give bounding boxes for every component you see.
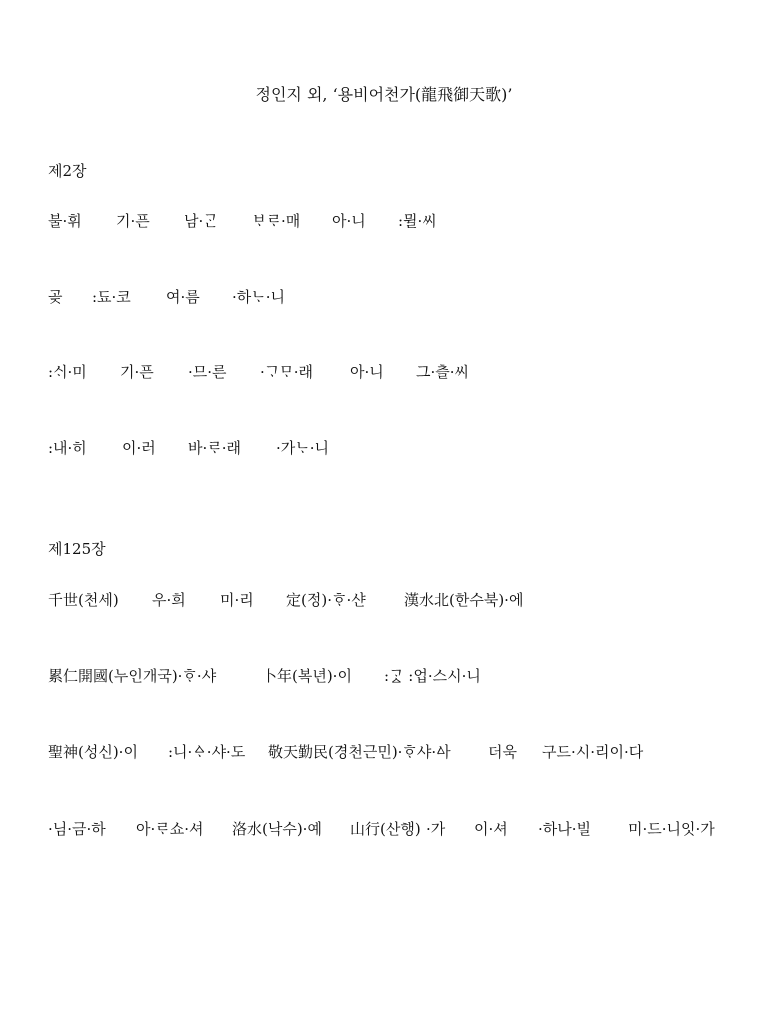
- verse-word: 미·드·니잇·가: [628, 820, 715, 838]
- verse-word: ·가ᄂᆞ·니: [276, 439, 330, 457]
- verse-word: ·님·금·하: [48, 820, 106, 838]
- verse-word: ·하ᄂᆞ·니: [232, 288, 286, 306]
- verse-word: 卜年(복년)·이: [262, 667, 352, 685]
- verse-word: 우·희: [152, 591, 186, 609]
- verse-word: :ᄀᆞᇫ :업·스시·니: [384, 667, 481, 685]
- verse-word: 아·니: [332, 212, 366, 230]
- verse-word: 여·름: [166, 288, 200, 306]
- verse-word: ·ᄀᆞᄆᆞ·래: [260, 363, 314, 381]
- verse-word: 洛水(낙수)·예: [232, 820, 322, 838]
- verse-word: ·므·른: [188, 363, 227, 381]
- verse-word: 기·픈: [120, 363, 154, 381]
- verse-word: 더욱: [488, 743, 517, 761]
- verse-word: 이·러: [122, 439, 156, 457]
- verse-word: :뮐·씨: [398, 212, 437, 230]
- verse-word: 미·리: [220, 591, 254, 609]
- verse-word: 定(정)·ᄒᆞ·샨: [286, 591, 366, 609]
- verse-word: :내·히: [48, 439, 87, 457]
- verse-word: 곶: [48, 288, 63, 306]
- verse-word: 그·츨·씨: [416, 363, 470, 381]
- verse-word: 千世(천세): [48, 591, 119, 609]
- verse-word: ·가: [426, 820, 446, 838]
- verse-word: 累仁開國(누인개국)·ᄒᆞ·샤: [48, 667, 217, 685]
- chapter-heading: 제125장: [48, 540, 106, 558]
- verse-word: 이·셔: [474, 820, 508, 838]
- verse-word: 바·ᄅᆞ·래: [188, 439, 242, 457]
- verse-word: :니·ᅀᆞ·샤·도: [168, 743, 246, 761]
- verse-word: 기·픈: [116, 212, 150, 230]
- verse-word: ·하나·빌: [538, 820, 592, 838]
- verse-word: 남·ᄀᆞᆫ: [184, 212, 218, 230]
- verse-word: 아·ᄅᆞ쇼·셔: [136, 820, 204, 838]
- chapter-heading: 제2장: [48, 162, 87, 180]
- page-title: 정인지 외, ‘용비어천가(龍飛御天歌)’: [255, 85, 513, 104]
- verse-word: 聖神(성신)·이: [48, 743, 138, 761]
- verse-word: 敬天勤民(경천근민)·ᄒᆞ샤·ᅀᅡ: [268, 743, 451, 761]
- verse-word: 山行(산행): [350, 820, 421, 838]
- verse-word: ᄇᆞᄅᆞ·매: [252, 212, 301, 230]
- verse-word: 漢水北(한수북)·에: [404, 591, 524, 609]
- verse-word: 아·니: [350, 363, 384, 381]
- verse-word: :됴·코: [92, 288, 131, 306]
- verse-word: :ᄉᆡ·미: [48, 363, 87, 381]
- verse-word: 불·휘: [48, 212, 82, 230]
- verse-word: 구드·시·리이·다: [542, 743, 644, 761]
